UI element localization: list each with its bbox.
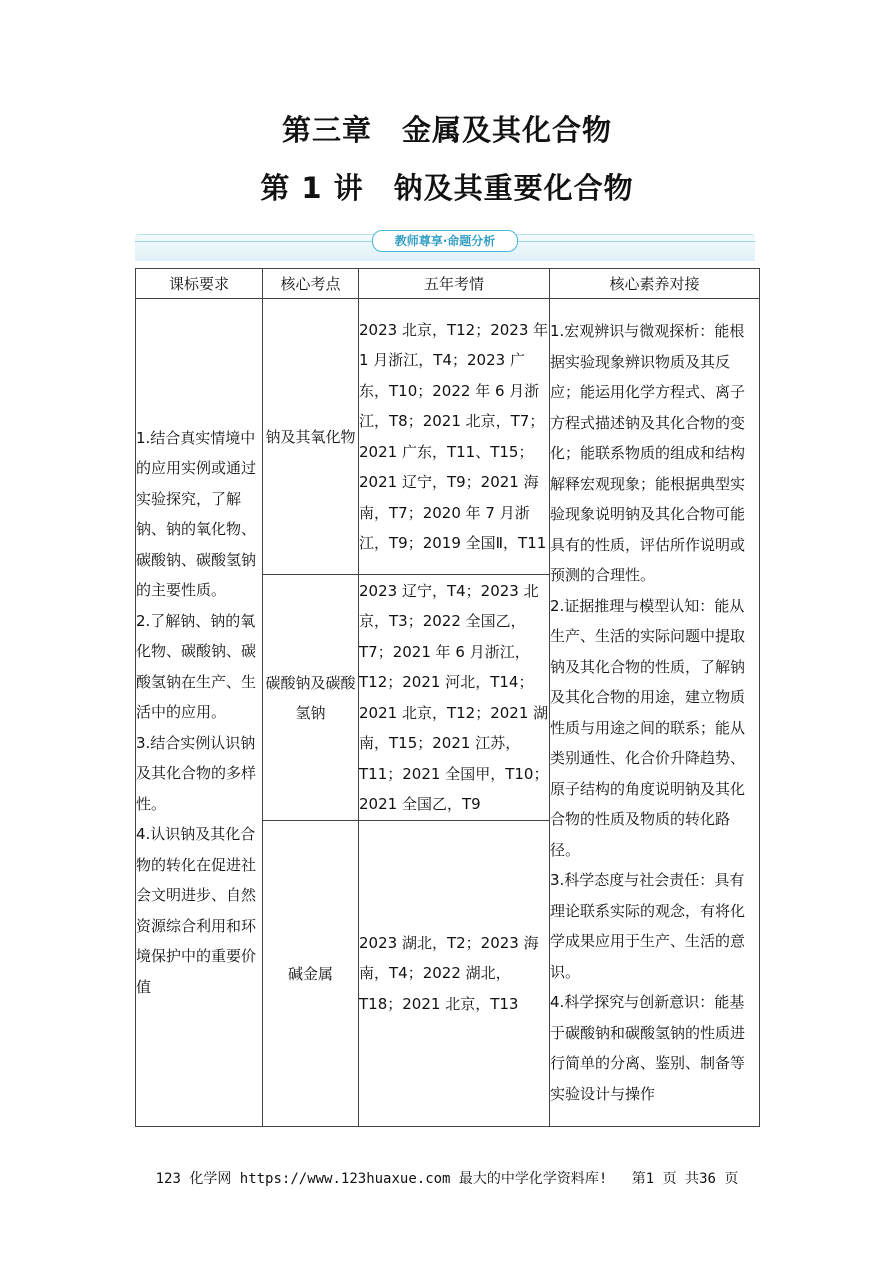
requirement-item: 3.结合实例认识钠及其化合物的多样性。 — [136, 733, 257, 813]
banner-label: 教师尊享·命题分析 — [372, 230, 518, 252]
requirement-item: 1.结合真实情境中的应用实例或通过实验探究，了解钠、钠的氧化物、碳酸钠、碳酸氢钠的主要性质。 — [136, 428, 257, 600]
curriculum-requirements-cell — [136, 299, 263, 1127]
literacy-item: 3.科学态度与社会责任：具有理论联系实际的观念，有将化学成果应用于生产、生活的意识。 — [550, 871, 746, 981]
lesson-title: 第 1 讲 钠及其重要化合物 — [260, 171, 634, 205]
requirement-item: 4.认识钠及其化合物的转化在促进社会文明进步、自然资源综合利用和环境保护中的重要价值 — [136, 825, 257, 996]
key-point-cell: 钠及其氧化物 — [263, 299, 359, 575]
exam-history-cell: 2023 湖北，T2；2023 海南，T4；2022 湖北，T18；2021 北京，T13 — [359, 821, 550, 1127]
table-row — [136, 299, 760, 575]
column-header-requirements: 课标要求 — [136, 269, 263, 299]
chapter-title: 第三章 金属及其化合物 — [281, 113, 612, 147]
requirement-item: 2.了解钠、钠的氧化物、碳酸钠、碳酸氢钠在生产、生活中的应用。 — [136, 611, 257, 722]
page-footer — [0, 1168, 894, 1188]
column-header-key-points: 核心考点 — [263, 269, 359, 299]
core-literacy-cell — [550, 299, 760, 1127]
exam-history-cell: 2023 北京，T12；2023 年 1 月浙江，T4；2023 广东，T10；2022 年 6 月浙江，T8；2021 北京，T7；2021 广东，T11、T15；2021 辽宁，T9；2021 海南，T7；2020 年 7 月浙江，T9；2019 全国Ⅱ，T11 — [359, 299, 550, 575]
column-header-core-literacy: 核心素养对接 — [550, 269, 760, 299]
key-point-cell: 碳酸钠及碳酸氢钠 — [263, 575, 359, 821]
analysis-table — [135, 268, 760, 1127]
teacher-banner — [135, 234, 755, 261]
literacy-item: 1.宏观辨识与微观探析：能根据实验现象辨识物质及其反应；能运用化学方程式、离子方程式描述钠及其化合物的变化；能联系物质的组成和结构解释宏观现象；能根据典型实验现象说明钠及其化合物可能具有的性质，评估所作说明或预测的合理性。 — [550, 322, 746, 584]
column-header-exam-history: 五年考情 — [359, 269, 550, 299]
footer-page-number: 第1 页 共36 页 — [631, 1171, 739, 1187]
footer-site-text: 123 化学网 https://www.123huaxue.com 最大的中学化学资料库! — [155, 1171, 608, 1187]
literacy-item: 4.科学探究与创新意识：能基于碳酸钠和碳酸氢钠的性质进行简单的分离、鉴别、制备等实验设计与操作 — [550, 993, 746, 1103]
exam-history-cell: 2023 辽宁，T4；2023 北京，T3；2022 全国乙，T7；2021 年 6 月浙江，T12；2021 河北，T14；2021 北京，T12；2021 湖南，T15；2021 江苏，T11；2021 全国甲，T10；2021 全国乙，T9 — [359, 575, 550, 821]
literacy-item: 2.证据推理与模型认知：能从生产、生活的实际问题中提取钠及其化合物的性质，了解钠及其化合物的用途，建立物质性质与用途之间的联系；能从类别通性、化合价升降趋势、原子结构的角度说明钠及其化合物的性质及物质的转化路径。 — [550, 596, 746, 859]
table-header-row — [136, 269, 760, 299]
key-point-cell: 碱金属 — [263, 821, 359, 1127]
